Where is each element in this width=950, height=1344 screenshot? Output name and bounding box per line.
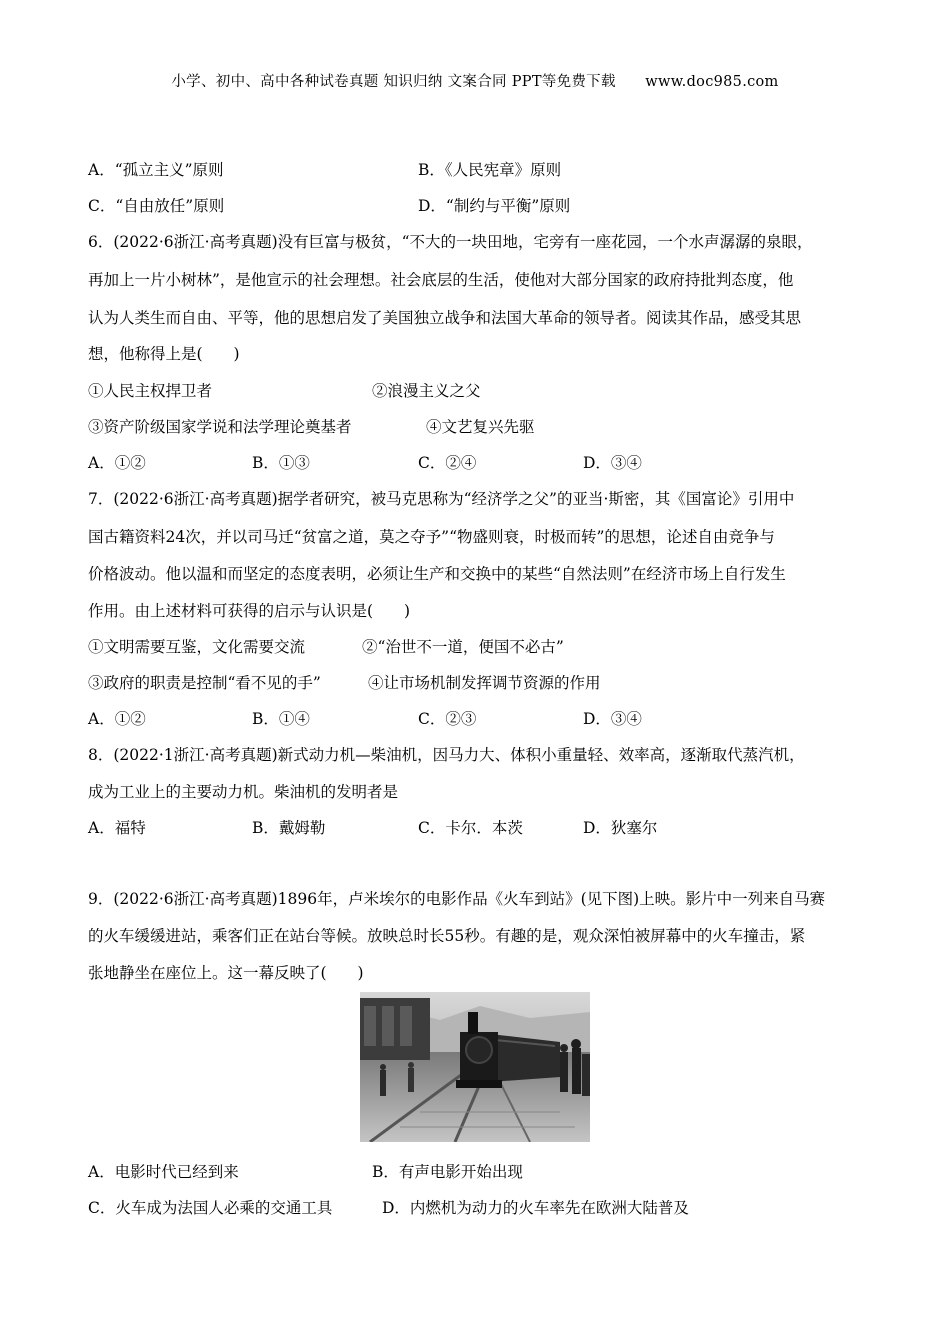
header-text: 小学、初中、高中各种试卷真题 知识归纳 文案合同 PPT等免费下载 [171,74,616,90]
q6-line: 认为人类生而自由、平等，他的思想启发了美国独立战争和法国大革命的领导者。阅读其作品，感受其思 [88,309,802,327]
q5-option-a: A．“孤立主义”原则 [88,161,224,179]
q9-option-b: B．有声电影开始出现 [372,1163,523,1181]
q7-option-d: D．③④ [583,710,642,728]
q7-item: ①文明需要互鉴，文化需要交流 [88,638,306,656]
q6-option-c: C．②④ [418,454,477,472]
train-station-photo [360,992,590,1142]
q8-line: 成为工业上的主要动力机。柴油机的发明者是 [88,783,399,801]
q9-option-a: A．电影时代已经到来 [88,1163,239,1181]
q6-line: 6．(2022·6浙江·高考真题)没有巨富与极贫，“不大的一块田地，宅旁有一座花园，一个水声潺潺的泉眼， [88,233,813,251]
q6-option-b: B．①③ [252,454,310,472]
q5-option-d: D．“制约与平衡”原则 [418,197,571,215]
q6-item: ③资产阶级国家学说和法学理论奠基者 [88,418,352,436]
q6-item: ②浪漫主义之父 [372,382,481,400]
q7-item: ②“治世不一道，便国不必古” [362,638,564,656]
q6-item: ①人民主权捍卫者 [88,382,213,400]
q8-option-b: B．戴姆勒 [252,819,326,837]
header-site: www.doc985.com [645,74,779,90]
q5-option-c: C．“自由放任”原则 [88,197,225,215]
q9-option-c: C．火车成为法国人必乘的交通工具 [88,1199,333,1217]
q9-line: 的火车缓缓进站，乘客们正在站台等候。放映总时长55秒。有趣的是，观众深怕被屏幕中的火车撞击，紧 [88,927,806,945]
q6-option-d: D．③④ [583,454,642,472]
q8-option-a: A．福特 [88,819,146,837]
q6-line: 再加上一片小树林”，是他宣示的社会理想。社会底层的生活，使他对大部分国家的政府持批判态度，他 [88,271,794,289]
page-header [0,70,950,91]
q7-option-a: A．①② [88,710,146,728]
q7-line: 作用。由上述材料可获得的启示与认识是( ) [88,602,411,620]
q6-option-a: A．①② [88,454,146,472]
q9-option-d: D．内燃机为动力的火车率先在欧洲大陆普及 [382,1199,689,1217]
q9-line: 张地静坐在座位上。这一幕反映了( ) [88,964,364,982]
q7-item: ③政府的职责是控制“看不见的手” [88,674,321,692]
q5-option-b: B．《人民宪章》原则 [418,161,562,179]
train-arrival-illustration [360,992,590,1142]
q7-line: 7．(2022·6浙江·高考真题)据学者研究，被马克思称为“经济学之父”的亚当·斯密，其《国富论》引用中 [88,490,795,508]
q7-item: ④让市场机制发挥调节资源的作用 [368,674,601,692]
q8-option-c: C．卡尔．本茨 [418,819,523,837]
q9-line: 9．(2022·6浙江·高考真题)1896年，卢米埃尔的电影作品《火车到站》(见下图)上映。影片中一列来自马赛 [88,890,826,908]
q7-option-b: B．①④ [252,710,310,728]
q8-option-d: D．狄塞尔 [583,819,658,837]
q7-option-c: C．②③ [418,710,477,728]
q6-item: ④文艺复兴先驱 [426,418,535,436]
q7-line: 国古籍资料24次，并以司马迁“贫富之道，莫之夺予”“物盛则衰，时极而转”的思想，论述自由竞争与 [88,528,775,546]
q6-line: 想，他称得上是( ) [88,345,240,363]
q7-line: 价格波动。他以温和而坚定的态度表明，必须让生产和交换中的某些“自然法则”在经济市场上自行发生 [88,565,786,583]
q8-line: 8．(2022·1浙江·高考真题)新式动力机—柴油机，因马力大、体积小重量轻、效率高，逐渐取代蒸汽机， [88,746,805,764]
